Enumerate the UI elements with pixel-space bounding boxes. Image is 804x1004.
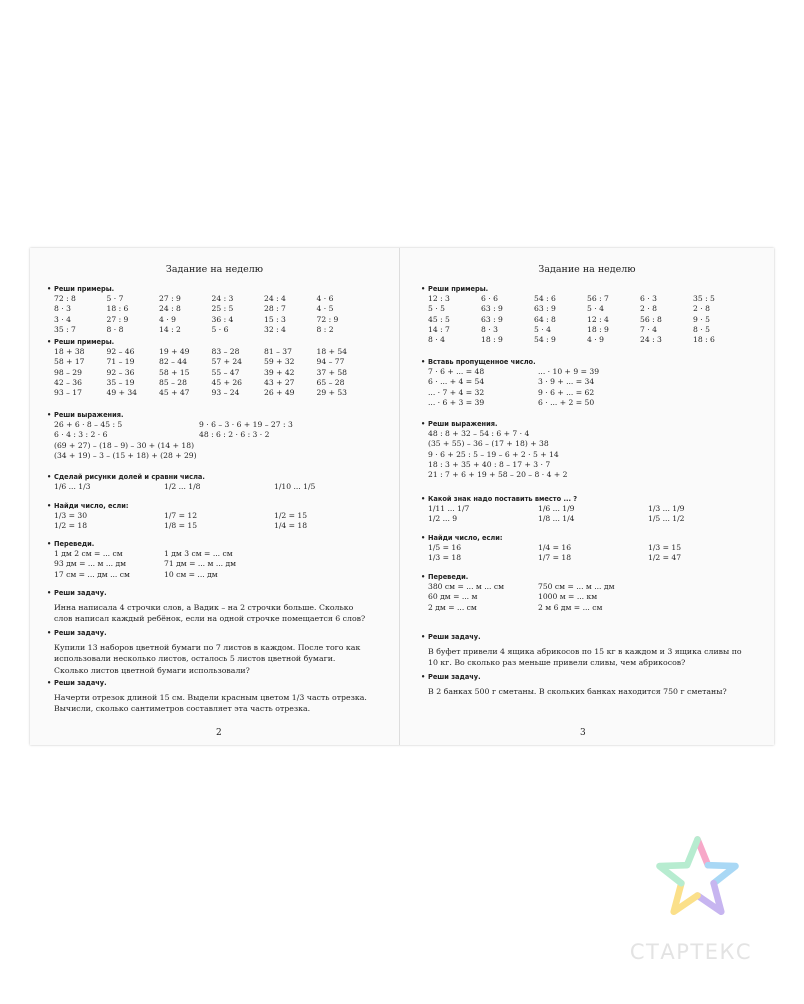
exercise-item: 24 : 4 [264,294,286,303]
exercise-item: 72 : 8 [54,294,76,303]
exercise-item: 18 : 9 [481,335,503,345]
find-number-grid [428,543,746,564]
exercise-item: 1/5 ... 1/2 [648,514,685,524]
exercise-compare-sign [428,494,746,525]
exercise-item: 94 – 77 [316,357,345,367]
exercise-item: 8 : 2 [316,324,334,334]
exercise-item: 63 : 9 [481,304,503,314]
exercise-item: 93 – 24 [211,388,240,398]
exercise-item: 48 : 8 + 32 – 54 : 6 + 7 · 4 [428,429,530,438]
exercise-item: 42 – 36 [54,377,82,387]
exercise-item: 93 дм = ... м ... дм [54,559,127,569]
exercise-item: 7 · 4 [640,324,657,334]
exercise-heading: • Переведи. [428,572,746,582]
missing-number-grid [428,367,746,408]
exercise-item: 85 – 28 [159,377,187,387]
exercise-item: 18 : 3 + 35 + 40 : 8 – 17 + 3 · 7 [428,459,551,469]
exercise-addition [54,337,369,398]
exercise-item: 1/5 = 16 [428,543,462,552]
exercise-heading: • Реши задачу. [54,628,372,638]
exercise-item: 56 : 7 [587,294,609,303]
examples-grid [428,294,746,345]
exercise-item: 1/10 ... 1/5 [274,482,316,491]
exercise-item: 18 : 6 [693,335,715,345]
exercise-item: 45 + 26 [211,377,243,387]
exercise-heading: • Сделай рисунки долей и сравни числа. [54,472,369,482]
exercise-item: ... · 7 + 4 = 32 [428,387,485,397]
exercise-item: 27 : 9 [106,314,129,324]
exercise-item: 58 + 17 [54,357,85,367]
workbook-spread [30,248,774,745]
spread-fold [399,248,400,745]
exercise-multiplication [54,284,369,335]
exercise-item: 71 дм = ... м ... дм [164,559,237,569]
exercise-item: 1/2 ... 1/8 [164,482,201,491]
convert-grid [54,549,369,580]
exercise-item: 15 : 3 [264,314,286,324]
exercise-item: 4 · 9 [159,314,176,324]
exercise-item: 18 : 9 [587,324,609,334]
exercise-item: 1/2 = 18 [54,521,88,531]
exercise-item: 1/8 = 15 [164,521,198,531]
exercise-item: 4 · 5 [316,304,334,314]
exercise-item: 58 + 15 [159,367,190,377]
exercise-item: 8 · 3 [54,304,71,314]
examples-grid [54,347,369,398]
exercise-item: 5 · 4 [587,304,604,314]
exercise-item: 9 · 6 + ... = 62 [538,387,595,397]
exercise-item: 60 дм = ... м [428,592,478,602]
exercise-item: 83 – 28 [211,347,240,356]
exercise-item: 19 + 49 [159,347,190,356]
page-number: 3 [580,728,586,738]
exercise-item: 17 см = ... дм ... см [54,569,130,579]
exercise-item: 21 : 7 + 6 + 19 + 58 – 20 – 8 · 4 + 2 [428,470,568,480]
exercise-item: 2 дм = ... см [428,602,477,612]
exercise-heading: • Реши примеры. [428,284,746,294]
task-text: Начерти отрезок длиной 15 см. Выдели красным цветом 1/3 часть отрезка. Вычисли, сколько сантиметров составляет эта часть отрезка. [54,693,367,714]
exercise-item: 1/2 = 15 [274,511,308,520]
exercise-item: 1/2 ... 9 [428,514,458,524]
examples-grid [54,294,369,335]
exercise-item: 380 см = ... м ... см [428,582,505,591]
exercise-item: 18 : 6 [106,304,129,314]
exercise-item: 35 – 19 [106,377,135,387]
exercise-item: 18 + 54 [316,347,348,356]
exercise-task-1 [428,632,748,669]
exercise-item: 9 · 6 – 3 · 6 + 19 – 27 : 3 [199,420,293,429]
exercise-item: 32 : 4 [264,324,286,334]
exercise-item: 93 – 17 [54,388,82,398]
exercise-item: 29 + 53 [316,388,348,398]
exercise-item: 1/3 = 18 [428,553,462,563]
exercise-item: 54 : 6 [534,294,556,303]
exercise-item: 18 + 38 [54,347,85,356]
exercise-item: 8 · 3 [481,324,498,334]
exercise-item: 64 : 8 [534,314,556,324]
exercise-item: 48 : 6 : 2 · 6 : 3 · 2 [199,430,270,440]
exercise-item: 1/3 = 30 [54,511,88,520]
page-title: Задание на неделю [538,264,636,275]
exercise-item: 5 · 7 [106,294,124,303]
exercise-expressions [428,419,746,480]
exercise-item: 1/3 = 15 [648,543,682,552]
exercise-item: 81 – 37 [264,347,292,356]
exercise-item: 750 см = ... м ... дм [538,582,615,591]
brand-watermark: СТАРТЕКС [629,940,753,964]
exercise-heading: • Реши примеры. [54,337,369,347]
exercise-item: 25 : 5 [211,304,234,314]
exercise-heading: • Реши задачу. [54,588,372,598]
star-stroke-4 [674,883,698,912]
exercise-item: 12 : 3 [428,294,450,303]
exercise-heading: • Найди число, если: [428,533,746,543]
exercise-item: 6 · 4 : 3 : 2 · 6 [54,430,108,440]
exercise-item: 98 – 29 [54,367,82,377]
exercise-item: 6 · 6 [481,294,498,303]
task-text: Инна написала 4 строчки слов, а Вадик – на 2 строчки больше. Сколько слов написал каждый ребёнок, если на одной строчке помещается 6 слов? [54,603,366,624]
exercise-item: 5 · 4 [534,324,551,334]
exercise-task-3 [54,678,372,715]
exercise-item: 1 дм 3 см = ... см [164,549,233,558]
exercise-item: 37 + 58 [316,367,348,377]
exercise-item: 65 – 28 [316,377,345,387]
exercise-item: 6 · ... + 4 = 54 [428,377,485,387]
page-number: 2 [216,728,222,738]
exercise-item: ... · 10 + 9 = 39 [538,367,600,376]
exercise-item: 2 · 8 [693,304,710,314]
exercise-item: 45 + 47 [159,388,190,398]
left-page [30,248,399,745]
exercise-item: 8 · 5 [693,324,710,334]
exercise-item: 1/7 = 12 [164,511,198,520]
exercise-item: 3 · 9 + ... = 34 [538,377,595,387]
exercise-heading: • Какой знак надо поставить вместо ... ? [428,494,746,504]
exercise-item: 43 + 27 [264,377,295,387]
expressions-grid [54,420,369,441]
star-stroke-5 [660,840,698,884]
exercise-item: 1/8 ... 1/4 [538,514,575,524]
exercise-item: 1/4 = 18 [274,521,308,531]
exercise-item: 82 – 44 [159,357,187,367]
exercise-item: 14 : 7 [428,324,450,334]
exercise-item: 8 · 8 [106,324,124,334]
exercise-item: 3 · 4 [54,314,71,324]
exercise-item: 71 – 19 [106,357,135,367]
exercise-item: 9 · 5 [693,314,710,324]
exercise-item: 2 · 8 [640,304,657,314]
exercise-item: 1/11 ... 1/7 [428,504,470,513]
exercise-item: 55 – 47 [211,367,240,377]
exercise-item: 10 см = ... дм [164,569,218,579]
fractions-grid [54,482,369,492]
exercise-missing-number [428,357,746,408]
exercise-task-2 [54,628,372,676]
exercise-multiplication [428,284,746,345]
exercise-item: 7 · 6 + ... = 48 [428,367,485,376]
exercise-item: 56 : 8 [640,314,662,324]
exercise-heading: • Найди число, если: [54,501,369,511]
brand-star-logo [650,830,745,925]
exercise-item: 1/2 = 47 [648,553,682,563]
exercise-find-number [54,501,369,532]
compare-grid [428,504,746,525]
exercise-convert [428,572,746,613]
exercise-item: 8 · 4 [428,335,445,345]
exercise-item: 35 : 5 [693,294,715,303]
exercise-heading: • Реши задачу. [54,678,372,688]
exercise-item: 6 · ... + 2 = 50 [538,397,595,407]
exercise-item: (34 + 19) – 3 – (15 + 18) + (28 + 29) [54,450,197,460]
exercise-item: 26 + 6 · 8 – 45 : 5 [54,420,123,429]
exercise-item: 36 : 4 [211,314,234,324]
exercise-item: 9 · 6 + 25 : 5 – 19 – 6 + 2 · 5 + 14 [428,449,559,459]
exercise-item: 49 + 34 [106,388,138,398]
exercise-item: 1/3 ... 1/9 [648,504,685,513]
exercise-expressions [54,410,369,461]
exercise-item: 4 · 6 [316,294,334,303]
exercise-convert [54,539,369,580]
exercise-item: ... · 6 + 3 = 39 [428,397,485,407]
exercise-fractions-compare [54,472,369,492]
exercise-item: 1 дм 2 см = ... см [54,549,123,558]
exercise-item: 39 + 42 [264,367,295,377]
exercise-item: 1/6 ... 1/3 [54,482,91,491]
exercise-item: 28 : 7 [264,304,286,314]
expressions-lines [428,429,746,480]
exercise-item: 54 : 9 [534,335,556,345]
exercise-item: 2 м 6 дм = ... см [538,602,603,612]
exercise-item: 24 : 8 [159,304,181,314]
exercise-item: 26 + 49 [264,388,295,398]
exercise-item: 45 : 5 [428,314,450,324]
exercise-item: 92 – 36 [106,367,135,377]
exercise-item: 12 : 4 [587,314,609,324]
exercise-item: 4 · 9 [587,335,604,345]
exercise-item: 5 · 5 [428,304,445,314]
exercise-heading: • Реши задачу. [428,632,748,642]
exercise-item: 5 · 6 [211,324,229,334]
exercise-item: 1000 м = ... км [538,592,598,602]
task-text: В буфет привели 4 ящика абрикосов по 15 кг в каждом и 3 ящика сливы по 10 кг. Во сколько раз меньше привели сливы, чем абрикосов? [428,647,742,668]
exercise-item: 35 : 7 [54,324,76,334]
exercise-heading: • Переведи. [54,539,369,549]
exercise-heading: • Реши выражения. [428,419,746,429]
task-text: В 2 банках 500 г сметаны. В скольких банках находится 750 г сметаны? [428,687,727,696]
task-text: Купили 13 наборов цветной бумаги по 7 листов в каждом. После того как использовали несколько листов, осталось 5 листов цветной бумаги. Сколько листов цветной бумаги использовали? [54,643,361,675]
convert-grid [428,582,746,613]
exercise-task-1 [54,588,372,625]
exercise-item: 72 : 9 [316,314,339,324]
exercise-heading: • Реши выражения. [54,410,369,420]
exercise-heading: • Вставь пропущенное число. [428,357,746,367]
exercise-item: 63 : 9 [534,304,556,314]
exercise-task-2 [428,672,748,697]
exercise-heading: • Реши задачу. [428,672,748,682]
exercise-item: 92 – 46 [106,347,135,356]
expressions-lines [54,441,369,462]
exercise-item: 27 : 9 [159,294,181,303]
exercise-item: (35 + 55) – 36 – (17 + 18) + 38 [428,439,549,449]
exercise-item: 57 + 24 [211,357,243,367]
right-page [400,248,774,745]
exercise-item: 6 · 3 [640,294,657,303]
page-title: Задание на неделю [165,264,264,275]
exercise-item: 59 + 32 [264,357,295,367]
exercise-item: 63 : 9 [481,314,503,324]
exercise-item: 1/6 ... 1/9 [538,504,575,513]
find-number-grid [54,511,369,532]
star-stroke-3 [698,883,722,912]
exercise-heading: • Реши примеры. [54,284,369,294]
exercise-item: 24 : 3 [640,335,662,345]
exercise-item: (69 + 27) – (18 – 9) – 30 + (14 + 18) [54,440,195,450]
exercise-item: 14 : 2 [159,324,181,334]
exercise-find-number [428,533,746,564]
exercise-item: 24 : 3 [211,294,234,303]
exercise-item: 1/7 = 18 [538,553,572,563]
exercise-item: 1/4 = 16 [538,543,572,552]
